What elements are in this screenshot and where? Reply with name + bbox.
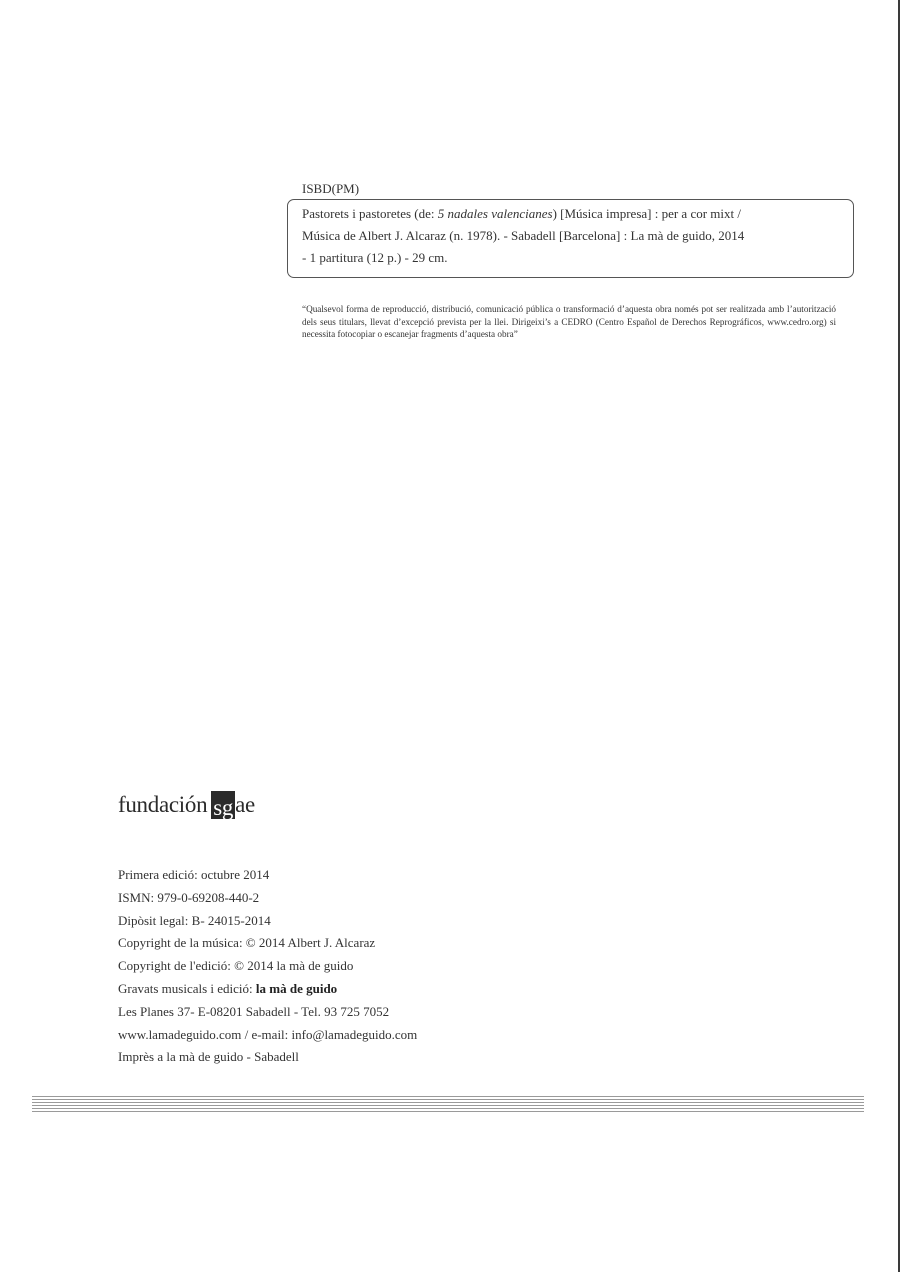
engraving-label: Gravats musicals i edició:	[118, 980, 256, 996]
logo-suffix: ae	[235, 792, 255, 817]
rule-line	[32, 1096, 864, 1097]
rule-line	[32, 1111, 864, 1112]
legal-deposit: Dipòsit legal: B- 24015-2014	[118, 912, 271, 928]
first-edition: Primera edició: octubre 2014	[118, 867, 270, 882]
logo-box: sg	[211, 791, 235, 819]
credits-block	[118, 864, 417, 1069]
printed-by: Imprès a la mà de guido - Sabadell	[118, 1049, 299, 1065]
rule-line	[32, 1108, 864, 1109]
rule-line	[32, 1099, 864, 1100]
isbd-line-3: - 1 partitura (12 p.) - 29 cm.	[302, 250, 448, 265]
rule-line	[32, 1102, 864, 1103]
isbd-label: ISBD(PM)	[302, 181, 360, 196]
isbd-line-1-pre: Pastorets i pastoretes (de:	[302, 206, 438, 221]
isbd-line-2: Música de Albert J. Alcaraz (n. 1978). - Sabadell [Barcelona] : La mà de guido, 2014	[302, 228, 745, 243]
logo-word: fundación	[118, 792, 208, 817]
edition-copyright: Copyright de l'edició: © 2014 la mà de guido	[118, 958, 354, 974]
isbd-line-1-post: ) [Música impresa] : per a cor mixt /	[552, 206, 741, 221]
fundacion-sgae-logo	[118, 790, 255, 820]
legal-notice: “Qualsevol forma de reproducció, distribució, comunicació pública o transformació d’aquesta obra només pot ser realitzada amb l’autorització dels seus titulars, llevat d’excepció prevista per la llei. Dirigeixi’s a CEDRO (Centro Español de Derechos Reprográficos, www.cedro.org) si necessita fotocopiar o escanejar fragments d’aquesta obra”	[302, 304, 836, 339]
decorative-rule-lines	[32, 1096, 864, 1114]
engraving-name: la mà de guido	[255, 980, 338, 996]
isbd-catalog-box	[287, 199, 854, 278]
ismn: ISMN: 979-0-69208-440-2	[118, 889, 260, 905]
isbd-title-italic: 5 nadales valencianes	[437, 206, 553, 221]
music-copyright: Copyright de la música: © 2014 Albert J. Alcaraz	[118, 935, 376, 951]
isbd-line-1	[302, 203, 847, 225]
rule-line	[32, 1105, 864, 1106]
publisher-web: www.lamadeguido.com / e-mail: info@lamadeguido.com	[118, 1026, 418, 1042]
publisher-address: Les Planes 37- E-08201 Sabadell - Tel. 93 725 7052	[118, 1003, 390, 1019]
engraving-line	[118, 978, 417, 1001]
